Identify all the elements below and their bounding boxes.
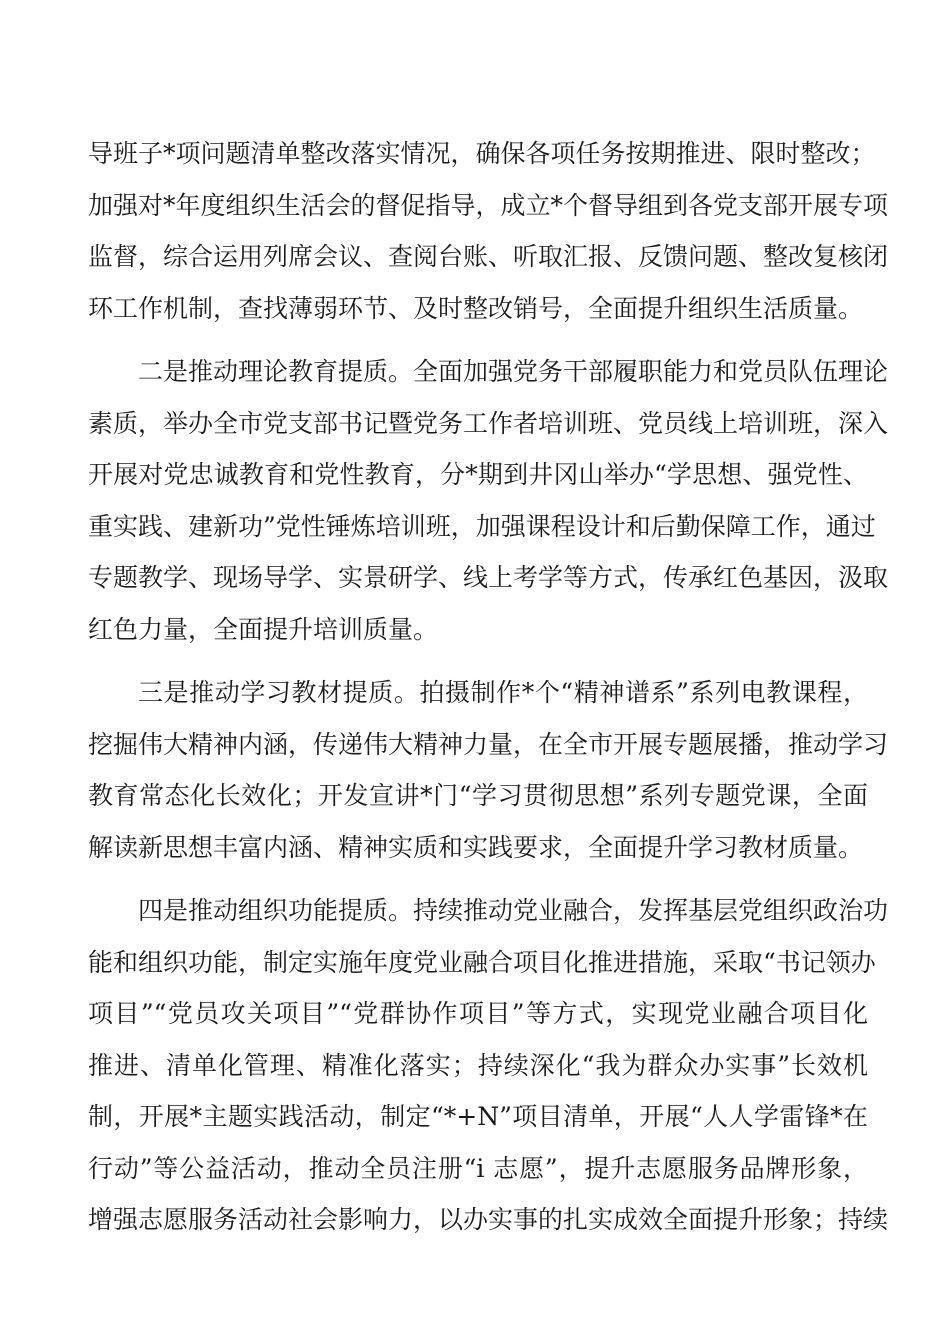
text-line: 开展对党忠诚教育和党性教育，分*期到井冈山举办“学思想、强党性、	[88, 460, 868, 489]
text-line: 加强对*年度组织生活会的督促指导，成立*个督导组到各党支部开展专项	[88, 190, 889, 220]
text-line: 能和组织功能，制定实施年度党业融合项目化推进措施，采取“书记领办	[88, 947, 876, 977]
paragraph-1	[88, 128, 889, 334]
paragraph-gap	[88, 873, 868, 885]
paragraph-2	[88, 346, 889, 655]
text-line: 四是推动组织功能提质。持续推动党业融合，发挥基层党组织政治功	[138, 896, 889, 925]
text-line: 红色力量，全面提升培训质量。	[88, 614, 439, 644]
text-line: 制，开展*主题实践活动，制定“*+N”项目清单，开展“人人学雷锋*在	[88, 1102, 868, 1131]
text-line: 三是推动学习教材提质。拍摄制作*个“精神谱系”系列电教课程，	[138, 678, 868, 707]
document-body	[88, 128, 889, 1246]
text-line: 二是推动理论教育提质。全面加强党务干部履职能力和党员队伍理论	[138, 357, 889, 386]
text-line: 推进、清单化管理、精准化落实；持续深化“我为群众办实事”长效机	[88, 1050, 868, 1080]
paragraph-4	[88, 885, 889, 1246]
text-line: 解读新思想丰富内涵、精神实质和实践要求，全面提升学习教材质量。	[88, 832, 864, 862]
paragraph-3	[88, 667, 889, 873]
text-line: 环工作机制，查找薄弱环节、及时整改销号，全面提升组织生活质量。	[88, 293, 864, 323]
text-line: 监督，综合运用列席会议、查阅台账、听取汇报、反馈问题、整改复核闭	[88, 242, 889, 271]
text-line: 项目”“党员攻关项目”“党群协作项目”等方式，实现党业融合项目化	[88, 999, 868, 1028]
text-line: 重实践、建新功”党性锤炼培训班，加强课程设计和后勤保障工作，通过	[88, 511, 876, 541]
text-line: 专题教学、现场导学、实景研学、线上考学等方式，传承红色基因，汲取	[88, 563, 889, 592]
text-line: 行动”等公益活动，推动全员注册“i 志愿”，提升志愿服务品牌形象，	[88, 1153, 868, 1183]
text-line: 增强志愿服务活动社会影响力，以办实事的扎实成效全面提升形象；持续	[88, 1205, 889, 1234]
text-line: 导班子*项问题清单整改落实情况，确保各项任务按期推进、限时整改；	[88, 139, 876, 168]
paragraph-gap	[88, 334, 868, 346]
text-line: 教育常态化长效化；开发宣讲*门“学习贯彻思想”系列专题党课，全面	[88, 781, 868, 810]
paragraph-gap	[88, 655, 868, 667]
text-line: 素质，举办全市党支部书记暨党务工作者培训班、党员线上培训班，深入	[88, 408, 889, 438]
text-line: 挖掘伟大精神内涵，传递伟大精神力量，在全市开展专题展播，推动学习	[88, 729, 889, 759]
